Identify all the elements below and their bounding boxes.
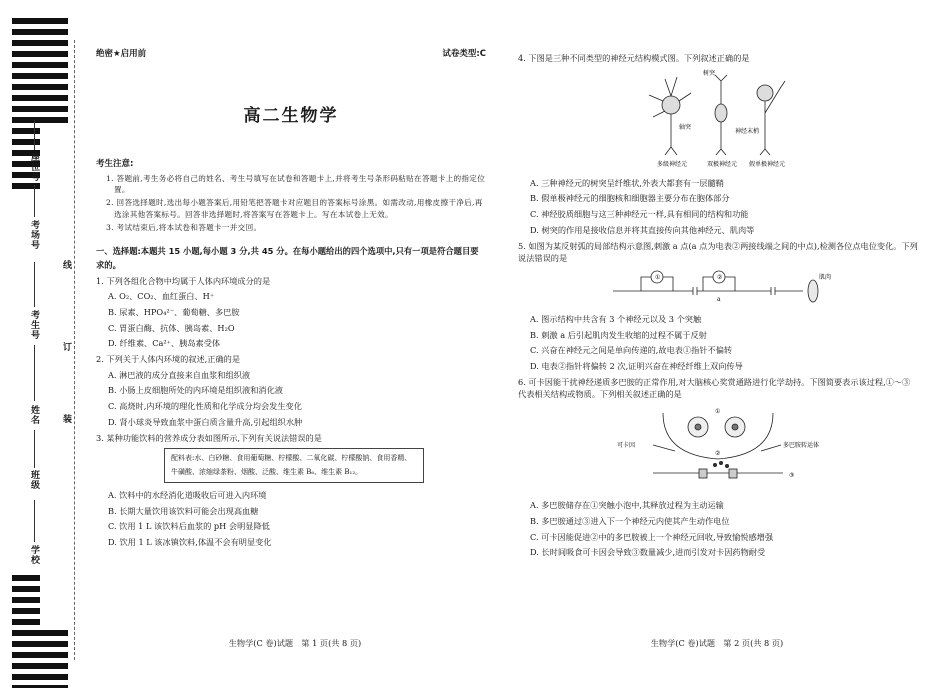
- field-name-label: 姓名: [29, 405, 39, 425]
- question-4-option-d: D. 树突的作用是接收信息并将其直接传向其他神经元、肌肉等: [530, 224, 755, 235]
- left-column: [96, 48, 486, 552]
- question-5-option-a: A. 图示结构中共含有 3 个神经元以及 3 个突触: [530, 313, 702, 324]
- fig4-label-terminal: 神经末梢: [735, 127, 760, 135]
- field-room-label: 考场号: [29, 220, 39, 250]
- multipolar-branches: [649, 77, 691, 155]
- fig4-label-axon: 轴突: [679, 123, 692, 131]
- field-name-line: [34, 345, 35, 401]
- question-2-option-a: A. 淋巴液的成分直接来自血浆和组织液: [108, 369, 251, 380]
- field-seat-line: [34, 120, 35, 150]
- question-1-option-b: B. 尿素、HPO₄²⁻、葡萄糖、多巴胺: [108, 306, 240, 317]
- fig5-label-point-a: a: [717, 295, 721, 303]
- dopamine-dot-3: [725, 465, 728, 468]
- question-1-option-a: A. O₂、CO₂、血红蛋白、H⁺: [108, 291, 215, 302]
- fig6-label-2: ②: [715, 450, 721, 458]
- bipolar-soma: [715, 104, 727, 122]
- field-school-label: 学校: [29, 545, 39, 565]
- secrecy-label: 绝密★启用前: [96, 49, 147, 59]
- field-class-line: [34, 430, 35, 468]
- question-4-option-a: A. 三种神经元的树突呈纤维状,外表大都套有一层髓鞘: [530, 177, 724, 188]
- field-school-line: [34, 500, 35, 542]
- question-3-option-d: D. 饮用 1 L 该冰镇饮料,体温不会有明显变化: [108, 536, 272, 547]
- question-3-option-b: B. 长期大量饮用该饮料可能会出现高血糖: [108, 505, 259, 516]
- exam-title: 高二生物学: [243, 106, 339, 127]
- question-5-option-d: D. 电表②指针将偏转 2 次,证明兴奋在神经纤维上双向传导: [530, 361, 743, 372]
- question-5-option-b: B. 刺激 a 后引起肌肉发生收缩的过程不属于反射: [530, 329, 707, 340]
- fig4-label-dendrite: 树突: [703, 69, 716, 77]
- field-id-label: 考生号: [29, 310, 39, 340]
- cut-mark-pack: 装: [63, 415, 73, 425]
- question-3-option-c: C. 饮用 1 L 该饮料后血浆的 pH 会明显降低: [108, 521, 270, 532]
- fig6-label-transporter: 多巴胺转运体: [783, 442, 820, 450]
- footer-page-1: 生物学(C 卷)试题 第 1 页(共 8 页): [228, 638, 362, 648]
- field-id-line: [34, 262, 35, 307]
- fig4-label-bipolar: 双极神经元: [707, 160, 738, 168]
- ingredient-table: 配料表:水、白砂糖、食用葡萄糖、柠檬酸、二氧化碳、柠檬酸钠、食用香精、牛磺酸、浓缩绿茶粉、烟酸、泛酸、维生素 B₆、维生素 B₁₂。: [164, 448, 424, 483]
- question-4-stem: 4. 下图是三种不同类型的神经元结构模式图。下列叙述正确的是: [518, 53, 750, 63]
- reflex-arc-figure: [603, 267, 833, 309]
- question-4-option-c: C. 神经胶质细胞与这三种神经元一样,具有相同的结构和功能: [530, 209, 749, 220]
- question-3-option-a: A. 饮料中的水经消化道吸收后可进入内环境: [108, 489, 267, 500]
- fig4-label-pseudounipolar: 假单极神经元: [749, 160, 786, 168]
- fig5-label-muscle: 肌肉: [819, 273, 832, 281]
- neuron-types-figure: [643, 67, 793, 173]
- receptor-2: [729, 469, 737, 478]
- binding-strip: [0, 0, 92, 688]
- field-room-line: [34, 185, 35, 217]
- question-2-option-b: B. 小肠上皮细胞所处的内环境是组织液和消化液: [108, 385, 283, 396]
- field-class-label: 班级: [29, 470, 39, 490]
- dopamine-dot-2: [719, 462, 722, 465]
- notice-item-1: 1. 答题前,考生务必将自己的姓名、考生号填写在试卷和答题卡上,并将考生号条形码粘贴在答题卡上的指定位置。: [106, 173, 486, 195]
- footer-page-2: 生物学(C 卷)试题 第 2 页(共 8 页): [650, 638, 784, 648]
- question-6-stem: 6. 可卡因能干扰神经递质多巴胺的正常作用,对大脑核心奖赏通路进行化学劫持。下图简要表示该过程,①～③代表相关结构或物质。下列相关叙述正确的是: [518, 376, 911, 400]
- paper-type-label: 试卷类型:C: [442, 49, 486, 59]
- question-6-option-d: D. 长时间吸食可卡因会导致③数量减少,进而引发对卡因药物耐受: [530, 547, 766, 558]
- vesicle-1-core: [695, 424, 701, 430]
- question-2-option-d: D. 肾小球炎导致血浆中蛋白质含量升高,引起组织水肿: [108, 416, 303, 427]
- pseudounipolar-soma: [757, 85, 773, 101]
- question-5-option-c: C. 兴奋在神经元之间是单向传递的,故电表①指针不偏转: [530, 345, 733, 356]
- fig6-label-1: ①: [715, 408, 721, 416]
- cut-mark-line: 线: [63, 261, 73, 271]
- question-5-stem: 5. 如图为某反射弧的局部结构示意图,刺激 a 点(a 点为电表②两接线端之间的中点),检测各位点电位变化。下列说法错误的是: [518, 240, 918, 264]
- question-2-stem: 2. 下列关于人体内环境的叙述,正确的是: [96, 354, 241, 365]
- barcode-bars-bottom: [12, 575, 68, 688]
- question-6-option-c: C. 可卡因能促进②中的多巴胺被上一个神经元回收,导致愉悦感增强: [530, 531, 774, 542]
- binding-dash-line: [74, 40, 75, 660]
- question-1-option-c: C. 胃蛋白酶、抗体、胰岛素、H₂O: [108, 322, 235, 333]
- muscle-shape: [808, 280, 818, 302]
- notice-title: 考生注意:: [96, 158, 134, 169]
- question-6-option-a: A. 多巴胺储存在①突触小泡中,其释放过程为主动运输: [530, 500, 724, 511]
- fig6-label-3: ③: [789, 472, 795, 480]
- question-2-option-c: C. 高烧时,内环境的理化性质和化学成分均会发生变化: [108, 401, 302, 412]
- dopamine-synapse-figure: [603, 403, 833, 495]
- question-1-stem: 1. 下列各组化合物中均属于人体内环境成分的是: [96, 275, 271, 286]
- notice-item-3: 3. 考试结束后,将本试卷和答题卡一并交回。: [106, 222, 262, 232]
- question-4-option-b: B. 假单极神经元的细胞核和细胞器主要分布在胞体部分: [530, 193, 730, 204]
- vesicle-2-core: [732, 424, 738, 430]
- receptor-1: [699, 469, 707, 478]
- section-one-heading: 一、选择题:本题共 15 小题,每小题 3 分,共 45 分。在每小题给出的四个选项中,只有一项是符合题目要求的。: [96, 245, 479, 271]
- fig5-label-meter1: ①: [655, 273, 661, 281]
- cut-mark-bind: 订: [63, 343, 73, 353]
- fig5-label-meter2: ②: [717, 273, 723, 281]
- right-column: [518, 50, 918, 562]
- field-seat-label: 座位号: [29, 152, 39, 182]
- dopamine-dot-1: [713, 464, 716, 467]
- question-3-stem: 3. 某种功能饮料的营养成分表如图所示,下列有关说法错误的是: [96, 432, 322, 443]
- question-1-option-d: D. 纤维素、Ca²⁺、胰岛素受体: [108, 338, 221, 349]
- fig4-label-multipolar: 多级神经元: [657, 160, 688, 168]
- question-6-option-b: B. 多巴胺通过③进入下一个神经元内使其产生动作电位: [530, 515, 730, 526]
- page-header: [96, 48, 486, 61]
- fig6-label-cocaine: 可卡因: [617, 442, 636, 450]
- notice-item-2: 2. 回答选择题时,选出每小题答案后,用铅笔把答题卡对应题目的答案标号涂黑。如需改动,用橡皮擦干净后,再选涂其他答案标号。回答非选择题时,将答案写在答题卡上。写在本试卷上无效。: [106, 198, 483, 219]
